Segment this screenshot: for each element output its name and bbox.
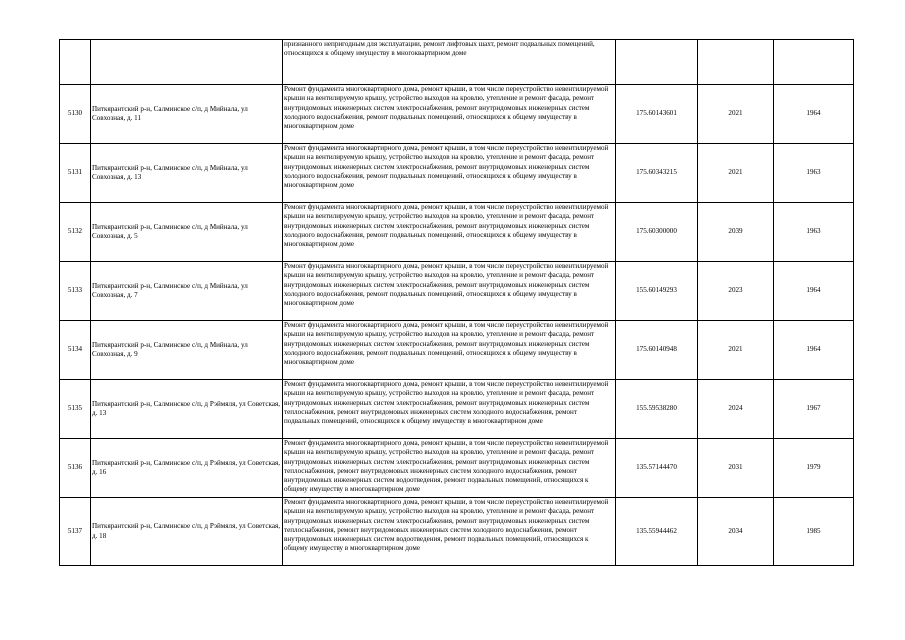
cost-cell: 175.60143601	[616, 85, 698, 144]
repair-schedule-table	[59, 39, 854, 566]
row-number: 5137	[60, 498, 91, 566]
address-cell: Питкярантский р-н, Салминское с/п, д Рэймяля, ул Советская, д. 18	[91, 498, 283, 566]
row-number: 5135	[60, 380, 91, 439]
build-year-cell	[774, 40, 854, 85]
work-list-cell: признанного непригодным для эксплуатации, ремонт лифтовых шахт, ремонт подвальных помещений, относящихся к общему имуществу в многоквартирном доме	[283, 40, 616, 85]
address-cell: Питкярантский р-н, Салминское с/п, д Мийнала, ул Совхозная, д. 5	[91, 203, 283, 262]
row-number: 5132	[60, 203, 91, 262]
planned-year-cell: 2021	[698, 321, 774, 380]
row-number: 5136	[60, 439, 91, 498]
build-year-cell: 1985	[774, 498, 854, 566]
cost-cell: 175.60140948	[616, 321, 698, 380]
work-list-cell: Ремонт фундамента многоквартирного дома, ремонт крыши, в том числе переустройство невентилируемой крыши на вентилируемую крышу, устройство выходов на кровлю, утепление и ремонт фасада, ремонт внутридомовых инженерных систем электроснабжения, ремонт внутридомовых инженерных систем холодного водоснабжения, ремонт подвальных помещений, относящихся к общему имуществу в многоквартирном доме	[283, 262, 616, 321]
planned-year-cell	[698, 40, 774, 85]
table-row	[60, 321, 854, 380]
planned-year-cell: 2021	[698, 85, 774, 144]
build-year-cell: 1964	[774, 262, 854, 321]
cost-cell: 155.60149293	[616, 262, 698, 321]
build-year-cell: 1979	[774, 439, 854, 498]
document-page	[59, 39, 854, 566]
row-number: 5130	[60, 85, 91, 144]
table-row	[60, 380, 854, 439]
address-cell: Питкярантский р-н, Салминское с/п, д Мийнала, ул Совхозная, д. 7	[91, 262, 283, 321]
cost-cell: 135.57144470	[616, 439, 698, 498]
row-number: 5133	[60, 262, 91, 321]
cost-cell: 135.55944462	[616, 498, 698, 566]
build-year-cell: 1964	[774, 85, 854, 144]
cost-cell: 155.59538280	[616, 380, 698, 439]
planned-year-cell: 2024	[698, 380, 774, 439]
cost-cell: 175.60300000	[616, 203, 698, 262]
planned-year-cell: 2023	[698, 262, 774, 321]
build-year-cell: 1963	[774, 203, 854, 262]
row-number: 5134	[60, 321, 91, 380]
work-list-cell: Ремонт фундамента многоквартирного дома, ремонт крыши, в том числе переустройство невентилируемой крыши на вентилируемую крышу, устройство выходов на кровлю, утепление и ремонт фасада, ремонт внутридомовых инженерных систем электроснабжения, ремонт внутридомовых инженерных систем холодного водоснабжения, ремонт подвальных помещений, относящихся к общему имуществу в многоквартирном доме	[283, 321, 616, 380]
address-cell: Питкярантский р-н, Салминское с/п, д Рэймяля, ул Советская, д. 16	[91, 439, 283, 498]
work-list-cell: Ремонт фундамента многоквартирного дома, ремонт крыши, в том числе переустройство невентилируемой крыши на вентилируемую крышу, устройство выходов на кровлю, утепление и ремонт фасада, ремонт внутридомовых инженерных систем электроснабжения, ремонт внутридомовых инженерных систем холодного водоснабжения, ремонт подвальных помещений, относящихся к общему имуществу в многоквартирном доме	[283, 85, 616, 144]
planned-year-cell: 2031	[698, 439, 774, 498]
work-list-cell: Ремонт фундамента многоквартирного дома, ремонт крыши, в том числе переустройство невентилируемой крыши на вентилируемую крышу, устройство выходов на кровлю, утепление и ремонт фасада, ремонт внутридомовых инженерных систем электроснабжения, ремонт внутридомовых инженерных систем теплоснабжения, ремонт внутридомовых инженерных систем холодного водоснабжения, ремонт подвальных помещений, относящихся к общему имуществу в многоквартирном доме	[283, 380, 616, 439]
table-row	[60, 439, 854, 498]
work-list-cell: Ремонт фундамента многоквартирного дома, ремонт крыши, в том числе переустройство невентилируемой крыши на вентилируемую крышу, устройство выходов на кровлю, утепление и ремонт фасада, ремонт внутридомовых инженерных систем электроснабжения, ремонт внутридомовых инженерных систем холодного водоснабжения, ремонт подвальных помещений, относящихся к общему имуществу в многоквартирном доме	[283, 203, 616, 262]
planned-year-cell: 2039	[698, 203, 774, 262]
table-row	[60, 144, 854, 203]
cost-cell: 175.60343215	[616, 144, 698, 203]
build-year-cell: 1964	[774, 321, 854, 380]
planned-year-cell: 2034	[698, 498, 774, 566]
address-cell: Питкярантский р-н, Салминское с/п, д Рэймяля, ул Советская, д. 13	[91, 380, 283, 439]
address-cell: Питкярантский р-н, Салминское с/п, д Мийнала, ул Совхозная, д. 11	[91, 85, 283, 144]
table-row	[60, 203, 854, 262]
row-number	[60, 40, 91, 85]
table-row	[60, 262, 854, 321]
table-row	[60, 40, 854, 85]
work-list-cell: Ремонт фундамента многоквартирного дома, ремонт крыши, в том числе переустройство невентилируемой крыши на вентилируемую крышу, устройство выходов на кровлю, утепление и ремонт фасада, ремонт внутридомовых инженерных систем электроснабжения, ремонт внутридомовых инженерных систем теплоснабжения, ремонт внутридомовых инженерных систем холодного водоснабжения, ремонт внутридомовых инженерных систем водоотведения, ремонт подвальных помещений, относящихся к общему имуществу в многоквартирном доме	[283, 439, 616, 498]
table-row	[60, 498, 854, 566]
address-cell	[91, 40, 283, 85]
work-list-cell: Ремонт фундамента многоквартирного дома, ремонт крыши, в том числе переустройство невентилируемой крыши на вентилируемую крышу, устройство выходов на кровлю, утепление и ремонт фасада, ремонт внутридомовых инженерных систем электроснабжения, ремонт внутридомовых инженерных систем теплоснабжения, ремонт внутридомовых инженерных систем холодного водоснабжения, ремонт внутридомовых инженерных систем водоотведения, ремонт подвальных помещений, относящихся к общему имуществу в многоквартирном доме	[283, 498, 616, 566]
row-number: 5131	[60, 144, 91, 203]
build-year-cell: 1963	[774, 144, 854, 203]
address-cell: Питкярантский р-н, Салминское с/п, д Мийнала, ул Совхозная, д. 13	[91, 144, 283, 203]
build-year-cell: 1967	[774, 380, 854, 439]
address-cell: Питкярантский р-н, Салминское с/п, д Мийнала, ул Совхозная, д. 9	[91, 321, 283, 380]
planned-year-cell: 2021	[698, 144, 774, 203]
cost-cell	[616, 40, 698, 85]
work-list-cell: Ремонт фундамента многоквартирного дома, ремонт крыши, в том числе переустройство невентилируемой крыши на вентилируемую крышу, устройство выходов на кровлю, утепление и ремонт фасада, ремонт внутридомовых инженерных систем электроснабжения, ремонт внутридомовых инженерных систем холодного водоснабжения, ремонт подвальных помещений, относящихся к общему имуществу в многоквартирном доме	[283, 144, 616, 203]
table-row	[60, 85, 854, 144]
